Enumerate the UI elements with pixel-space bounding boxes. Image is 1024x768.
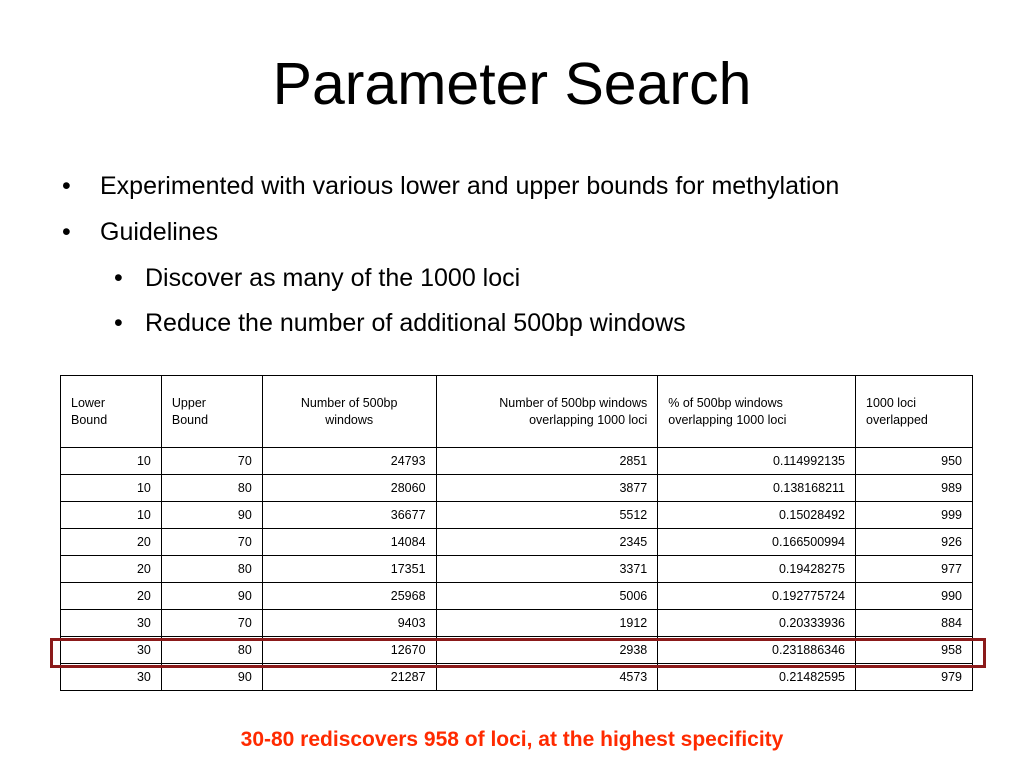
loci-overlapped-cell: 990: [856, 583, 973, 610]
loci-overlapped-cell: 926: [856, 529, 973, 556]
bullet-text: Guidelines: [100, 218, 219, 246]
table-row: [61, 529, 973, 556]
window-count-cell: 17351: [262, 556, 436, 583]
loci-overlapped-cell: 884: [856, 610, 973, 637]
upper-bound-cell: 70: [161, 448, 262, 475]
lower-bound-cell: 20: [61, 556, 162, 583]
lower-bound-cell: 20: [61, 529, 162, 556]
window-count-cell: 14084: [262, 529, 436, 556]
window-count-cell: 28060: [262, 475, 436, 502]
upper-bound-cell: 80: [161, 637, 262, 664]
table-row: [61, 583, 973, 610]
upper-bound-cell: 80: [161, 475, 262, 502]
overlap-percent-cell: 0.114992135: [658, 448, 856, 475]
overlapping-windows-cell: 3371: [436, 556, 658, 583]
window-count-cell: 36677: [262, 502, 436, 529]
overlap-percent-cell: 0.21482595: [658, 664, 856, 691]
upper-bound-cell: 70: [161, 529, 262, 556]
overlap-percent-cell: 0.15028492: [658, 502, 856, 529]
overlapping-windows-cell: 2938: [436, 637, 658, 664]
upper-bound-cell: 90: [161, 664, 262, 691]
header-window-count: Number of 500bp windows: [262, 376, 436, 448]
lower-bound-cell: 10: [61, 502, 162, 529]
window-count-cell: 12670: [262, 637, 436, 664]
window-count-cell: 9403: [262, 610, 436, 637]
loci-overlapped-cell: 950: [856, 448, 973, 475]
overlapping-windows-cell: 5512: [436, 502, 658, 529]
lower-bound-cell: 10: [61, 475, 162, 502]
overlapping-windows-cell: 3877: [436, 475, 658, 502]
overlap-percent-cell: 0.20333936: [658, 610, 856, 637]
bullet-text: Reduce the number of additional 500bp windows: [145, 309, 686, 337]
header-lower-bound: Lower Bound: [61, 376, 162, 448]
table-header-row: [61, 376, 973, 448]
table-row: [61, 448, 973, 475]
header-overlap-percent: % of 500bp windows overlapping 1000 loci: [658, 376, 856, 448]
overlapping-windows-cell: 4573: [436, 664, 658, 691]
overlapping-windows-cell: 5006: [436, 583, 658, 610]
bullet-symbol: •: [114, 309, 123, 337]
window-count-cell: 24793: [262, 448, 436, 475]
overlapping-windows-cell: 2851: [436, 448, 658, 475]
header-loci-overlapped: 1000 loci overlapped: [856, 376, 973, 448]
lower-bound-cell: 30: [61, 637, 162, 664]
table-row: [61, 475, 973, 502]
upper-bound-cell: 80: [161, 556, 262, 583]
overlapping-windows-cell: 1912: [436, 610, 658, 637]
overlapping-windows-cell: 2345: [436, 529, 658, 556]
loci-overlapped-cell: 977: [856, 556, 973, 583]
upper-bound-cell: 90: [161, 502, 262, 529]
window-count-cell: 25968: [262, 583, 436, 610]
upper-bound-cell: 70: [161, 610, 262, 637]
lower-bound-cell: 10: [61, 448, 162, 475]
overlap-percent-cell: 0.231886346: [658, 637, 856, 664]
loci-overlapped-cell: 989: [856, 475, 973, 502]
upper-bound-cell: 90: [161, 583, 262, 610]
header-overlapping-windows: Number of 500bp windows overlapping 1000 loci: [436, 376, 658, 448]
lower-bound-cell: 30: [61, 664, 162, 691]
bullet-symbol: •: [114, 264, 123, 292]
table-row: [61, 610, 973, 637]
loci-overlapped-cell: 979: [856, 664, 973, 691]
window-count-cell: 21287: [262, 664, 436, 691]
bullet-text: Discover as many of the 1000 loci: [145, 264, 521, 292]
table-row: [61, 502, 973, 529]
loci-overlapped-cell: 958: [856, 637, 973, 664]
bullet-symbol: •: [62, 172, 71, 200]
lower-bound-cell: 30: [61, 610, 162, 637]
overlap-percent-cell: 0.19428275: [658, 556, 856, 583]
bullet-text: Experimented with various lower and upper bounds for methylation: [100, 172, 840, 200]
bullet-symbol: •: [62, 218, 71, 246]
header-upper-bound: Upper Bound: [161, 376, 262, 448]
lower-bound-cell: 20: [61, 583, 162, 610]
highlight-box: [50, 638, 986, 668]
loci-overlapped-cell: 999: [856, 502, 973, 529]
conclusion-text: 30-80 rediscovers 958 of loci, at the highest specificity: [240, 728, 784, 751]
overlap-percent-cell: 0.192775724: [658, 583, 856, 610]
slide-title: Parameter Search: [272, 51, 752, 117]
overlap-percent-cell: 0.138168211: [658, 475, 856, 502]
overlap-percent-cell: 0.166500994: [658, 529, 856, 556]
table-row: [61, 556, 973, 583]
